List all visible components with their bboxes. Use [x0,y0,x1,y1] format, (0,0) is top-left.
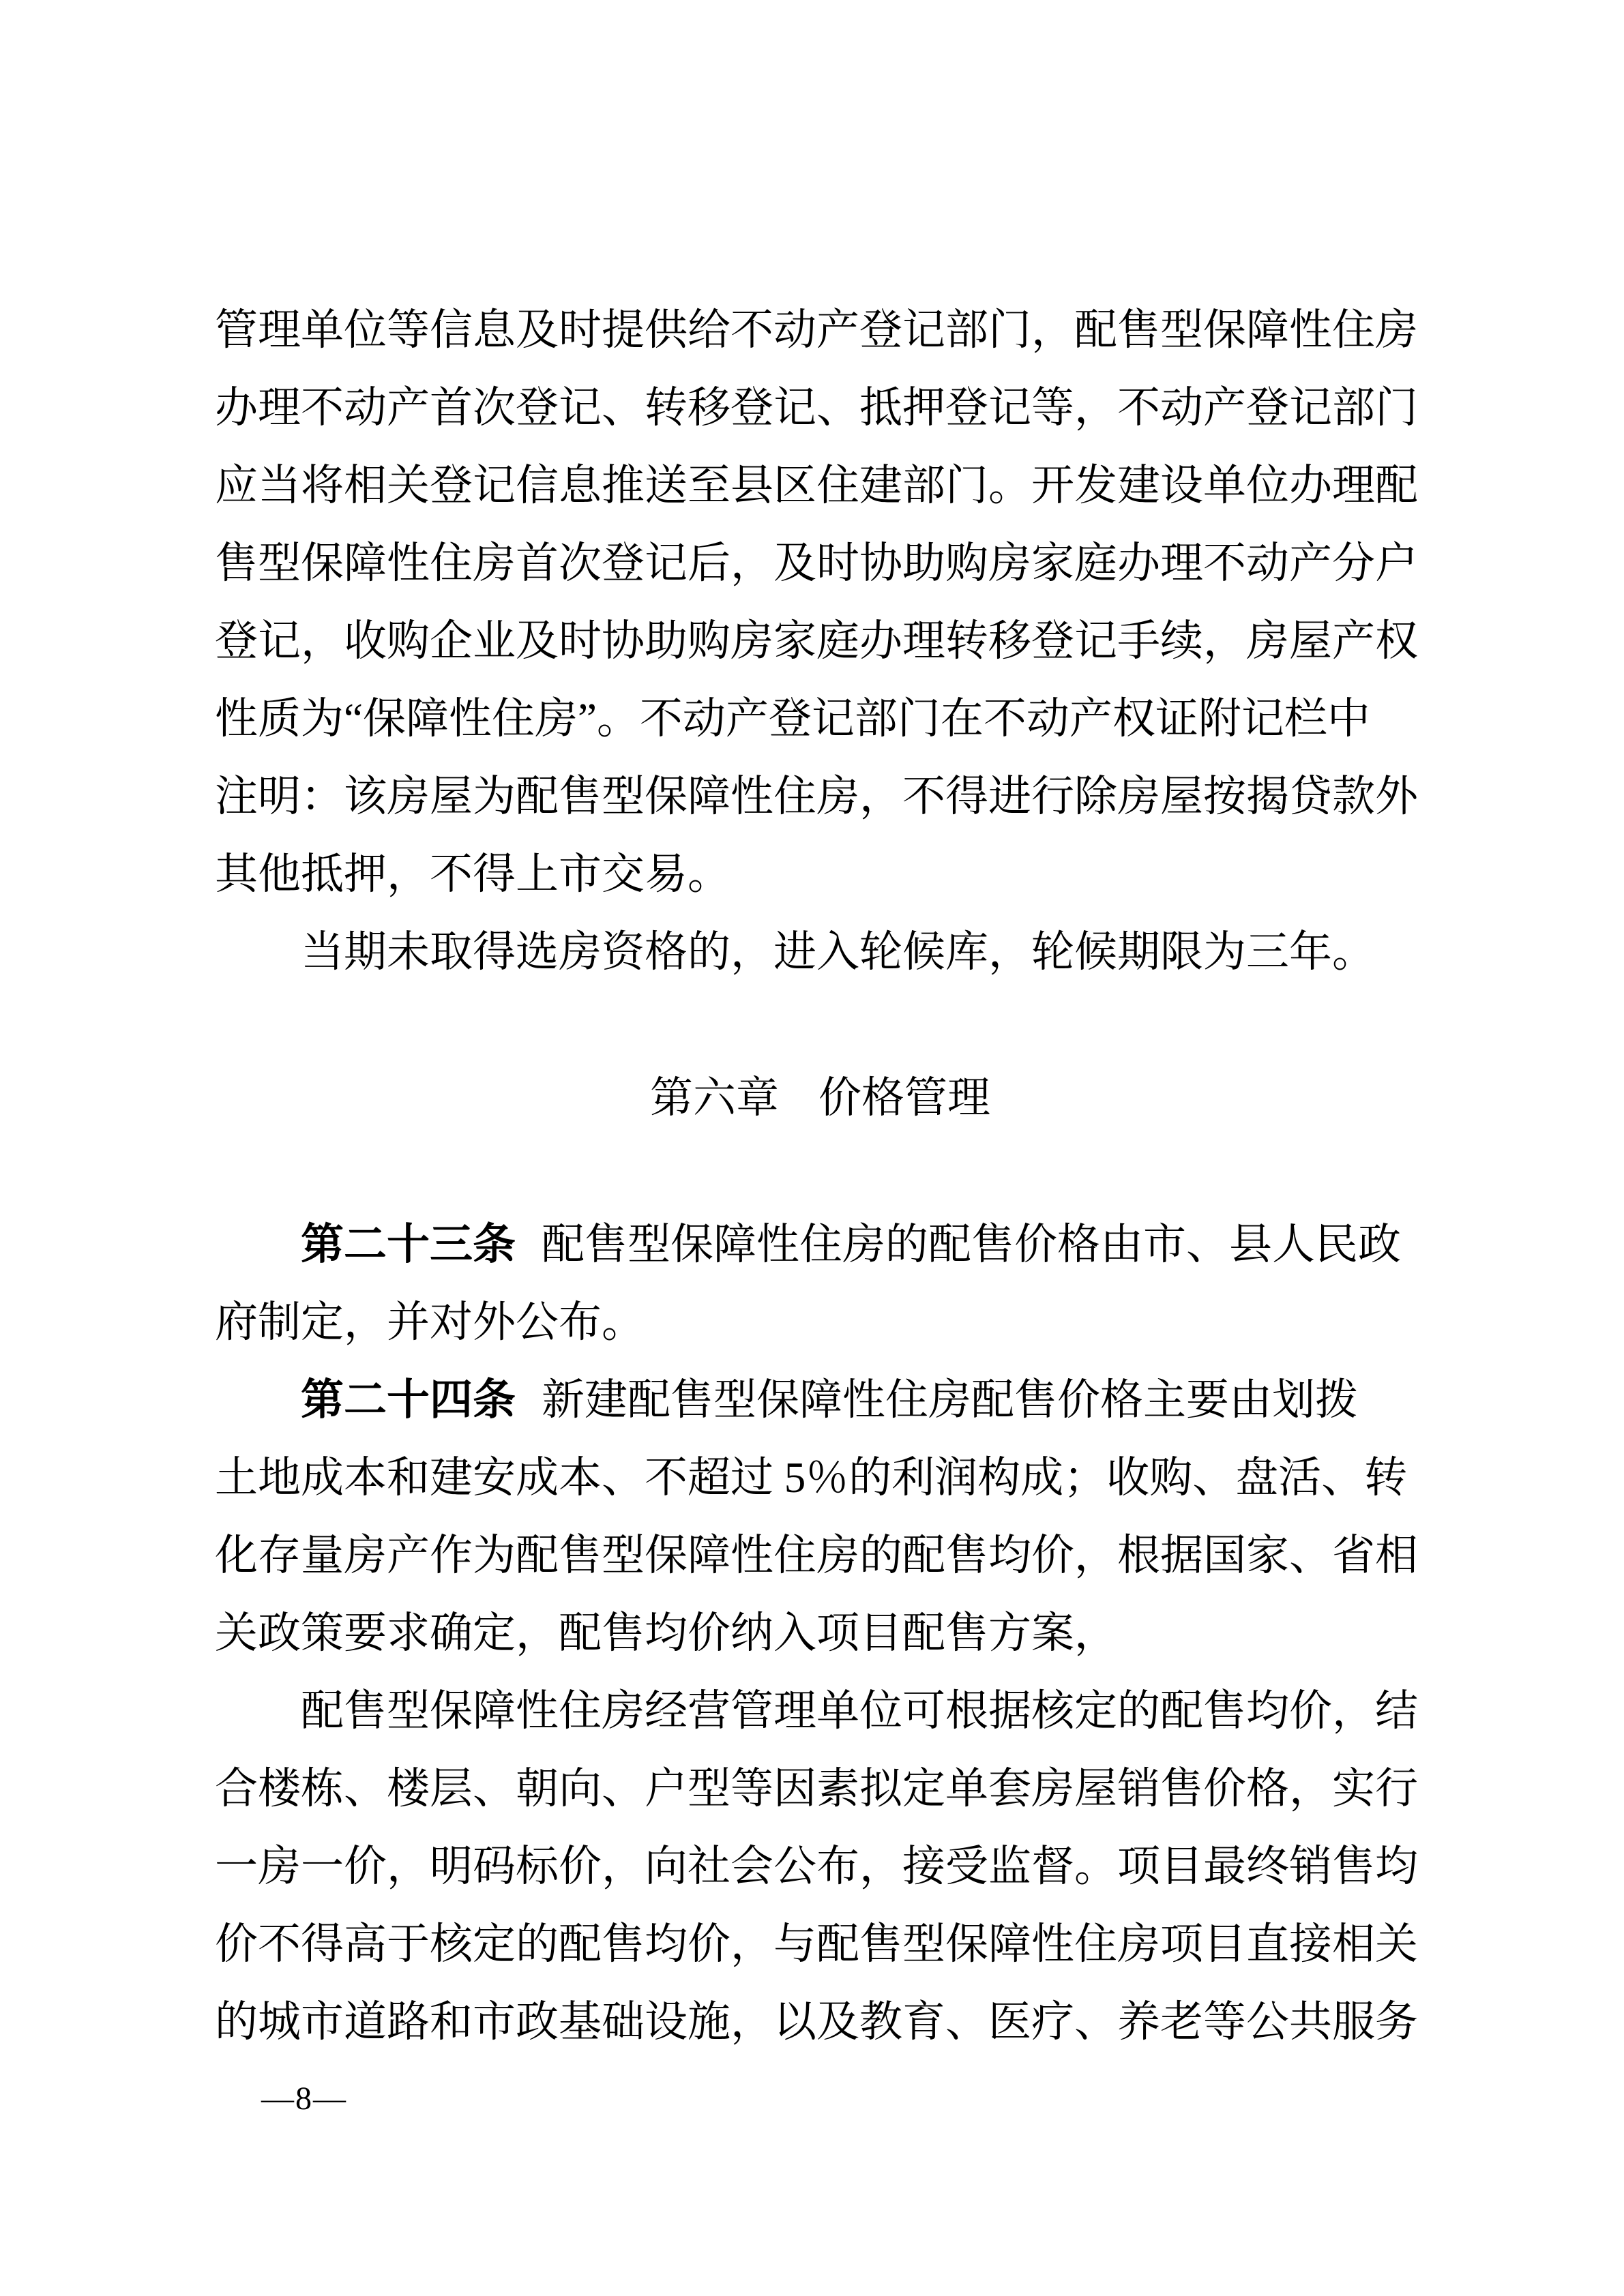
page-number: —8— [261,2081,347,2117]
paragraph5-line: 合楼栋、楼层、朝向、户型等因素拟定单套房屋销售价格，实行 [215,1765,1418,1813]
paragraph5-line: 一房一价，明码标价，向社会公布，接受监督。项目最终销售均 [215,1843,1418,1890]
paragraph1-line: 其他抵押，不得上市交易。 [215,850,730,898]
paragraph1-line: 性质为“保障性住房”。不动产登记部门在不动产权证附记栏中 [215,695,1370,743]
paragraph2-line: 当期未取得选房资格的，进入轮候库，轮候期限为三年。 [301,928,1375,976]
article-24-text: 新建配售型保障性住房配售价格主要由划拨 [542,1376,1358,1424]
article-24-line: 关政策要求确定，配售均价纳入项目配售方案， [215,1609,1117,1657]
chapter-number: 第六章 [650,1074,779,1122]
paragraph5-line: 配售型保障性住房经营管理单位可根据核定的配售均价，结 [301,1687,1418,1735]
article-23-term: 第二十三条 [301,1221,516,1268]
paragraph1-line: 登记，收购企业及时协助购房家庭办理转移登记手续，房屋产权 [215,617,1418,665]
paragraph1-line: 售型保障性住房首次登记后，及时协助购房家庭办理不动产分户 [215,539,1418,587]
chapter-title: 价格管理 [818,1074,990,1122]
paragraph1-line: 应当将相关登记信息推送至县区住建部门。开发建设单位办理配 [215,462,1418,509]
paragraph1-line: 注明：该房屋为配售型保障性住房，不得进行除房屋按揭贷款外 [215,773,1418,820]
chapter-heading [215,1059,1426,1137]
paragraph5-line: 价不得高于核定的配售均价，与配售型保障性住房项目直接相关 [215,1920,1418,1968]
article-24-line: 土地成本和建安成本、不超过 5％的利润构成；收购、盘活、转 [215,1454,1408,1502]
paragraph1-line: 办理不动产首次登记、转移登记、抵押登记等，不动产登记部门 [215,384,1418,432]
article-23-line: 府制定，并对外公布。 [215,1298,645,1346]
paragraph5-line: 的城市道路和市政基础设施，以及教育、医疗、养老等公共服务 [215,1998,1418,2046]
article-23-line [215,1206,1426,1283]
article-24-term: 第二十四条 [301,1376,516,1424]
paragraph1-line: 管理单位等信息及时提供给不动产登记部门，配售型保障性住房 [215,306,1418,354]
article-24-line [215,1361,1426,1439]
article-24-line: 化存量房产作为配售型保障性住房的配售均价，根据国家、省相 [215,1532,1418,1579]
text-block [215,291,1426,2061]
article-23-text: 配售型保障性住房的配售价格由市、县人民政 [542,1221,1401,1268]
